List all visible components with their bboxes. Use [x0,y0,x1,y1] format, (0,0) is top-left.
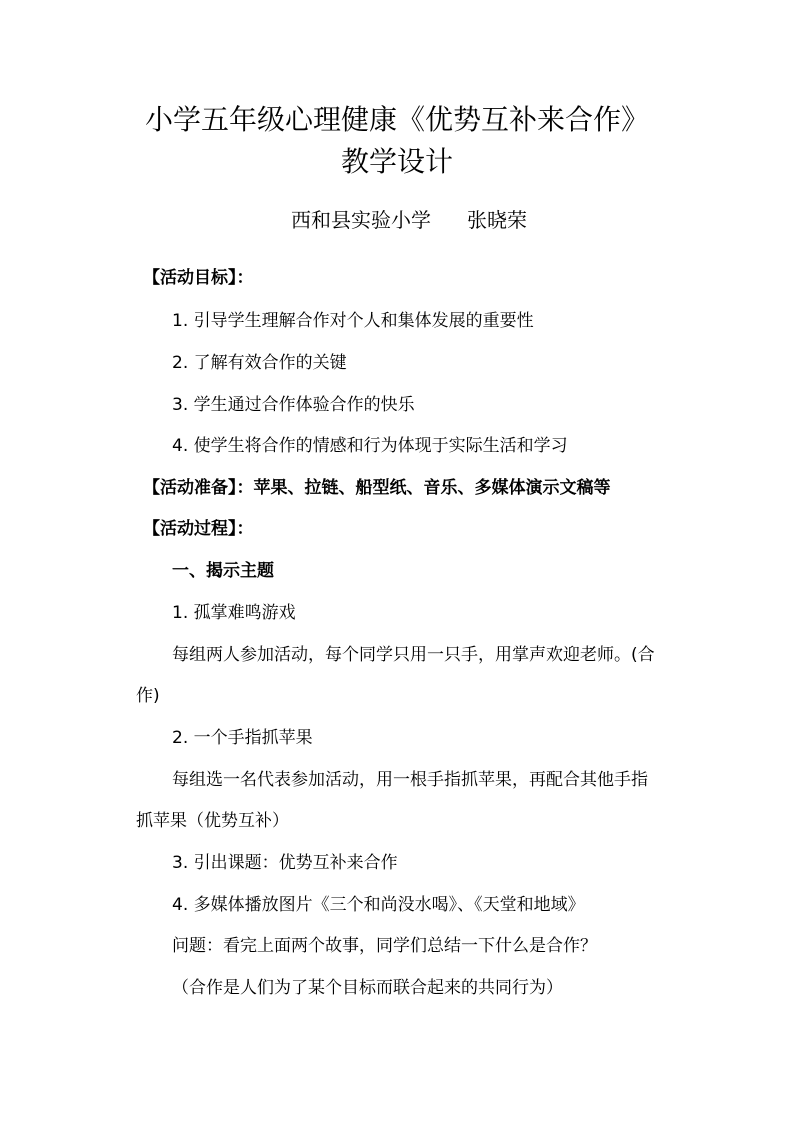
objective-item-3: 3. 学生通过合作体验合作的快乐 [172,395,415,415]
objective-item-4: 4. 使学生将合作的情感和行为体现于实际生活和学习 [172,436,568,456]
author-school: 西和县实验小学 [291,208,431,232]
item-2-desc-line1: 每组选一名代表参加活动，用一根手指抓苹果，再配合其他手指 [172,770,648,790]
objectives-heading: 【活动目标】： [143,268,254,288]
item-2-desc-line2: 抓苹果（优势互补） [136,811,289,831]
answer-line: （合作是人们为了某个目标而联合起来的共同行为） [172,978,563,998]
item-1: 1. 孤掌难鸣游戏 [172,603,296,623]
author-line [291,206,527,234]
item-3: 3. 引出课题：优势互补来合作 [172,853,398,873]
document-title-line2: 教学设计 [340,145,453,178]
author-name: 张晓荣 [467,208,527,232]
preparation-line: 【活动准备】：苹果、拉链、船型纸、音乐、多媒体演示文稿等 [143,478,611,498]
objective-item-1: 1. 引导学生理解合作对个人和集体发展的重要性 [172,311,534,331]
item-1-desc-line2: 作) [136,686,160,706]
section1-heading: 一、揭示主题 [172,561,274,581]
document-title-line1: 小学五年级心理健康《优势互补来合作》 [144,103,649,136]
objective-item-2: 2. 了解有效合作的关键 [172,353,347,373]
question-line: 问题：看完上面两个故事，同学们总结一下什么是合作？ [172,936,597,956]
item-2: 2. 一个手指抓苹果 [172,728,313,748]
item-4: 4. 多媒体播放图片《三个和尚没水喝》、《天堂和地域》 [172,895,585,915]
item-1-desc-line1: 每组两人参加活动，每个同学只用一只手，用掌声欢迎老师。(合 [172,645,655,665]
process-heading: 【活动过程】： [143,519,254,539]
